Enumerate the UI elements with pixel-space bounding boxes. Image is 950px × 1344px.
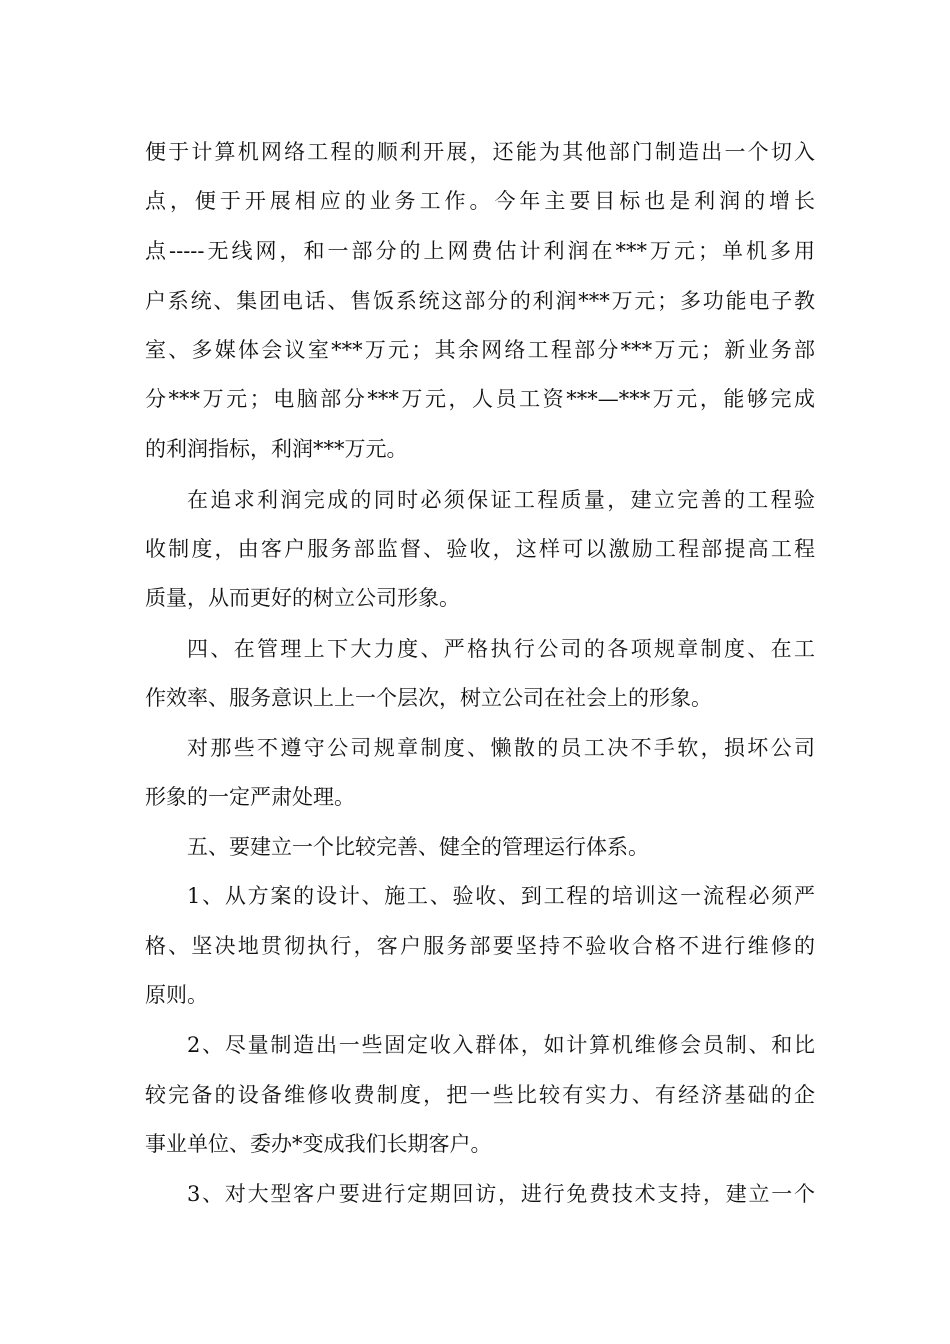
body-text-line: 收制度，由客户服务部监督、验收，这样可以激励工程部提高工程 bbox=[145, 537, 815, 561]
section-heading-line: 四、在管理上下大力度、严格执行公司的各项规章制度、在工 bbox=[187, 637, 815, 661]
body-text-line: 点，便于开展相应的业务工作。今年主要目标也是利润的增长 bbox=[145, 189, 815, 213]
paragraph-first-line: 在追求利润完成的同时必须保证工程质量，建立完善的工程验 bbox=[187, 488, 815, 512]
body-text-line: 作效率、服务意识上上一个层次，树立公司在社会上的形象。 bbox=[145, 686, 712, 710]
body-text-line: 室、多媒体会议室***万元；其余网络工程部分***万元；新业务部 bbox=[145, 338, 815, 362]
body-text-line: 点-----无线网，和一部分的上网费估计利润在***万元；单机多用 bbox=[145, 239, 815, 263]
list-item-first-line: 2、尽量制造出一些固定收入群体，如计算机维修会员制、和比 bbox=[187, 1033, 815, 1057]
list-item-first-line: 3、对大型客户要进行定期回访，进行免费技术支持，建立一个 bbox=[187, 1182, 815, 1206]
list-item-first-line: 1、从方案的设计、施工、验收、到工程的培训这一流程必须严 bbox=[187, 884, 815, 908]
body-text-line: 格、坚决地贯彻执行，客户服务部要坚持不验收合格不进行维修的 bbox=[145, 934, 815, 958]
body-text-line: 较完备的设备维修收费制度，把一些比较有实力、有经济基础的企 bbox=[145, 1083, 815, 1107]
body-text-line: 质量，从而更好的树立公司形象。 bbox=[145, 586, 460, 610]
body-text-line: 户系统、集团电话、售饭系统这部分的利润***万元；多功能电子教 bbox=[145, 289, 815, 313]
body-text-line: 分***万元；电脑部分***万元，人员工资***—***万元，能够完成 bbox=[145, 387, 815, 411]
section-heading-line: 五、要建立一个比较完善、健全的管理运行体系。 bbox=[187, 835, 649, 859]
body-text-line: 事业单位、委办*变成我们长期客户。 bbox=[145, 1132, 492, 1156]
body-text-line: 便于计算机网络工程的顺利开展，还能为其他部门制造出一个切入 bbox=[145, 140, 815, 164]
body-text-line: 原则。 bbox=[145, 983, 208, 1007]
body-text-line: 形象的一定严肃处理。 bbox=[145, 785, 355, 809]
body-text-line: 的利润指标，利润***万元。 bbox=[145, 437, 408, 461]
paragraph-first-line: 对那些不遵守公司规章制度、懒散的员工决不手软，损坏公司 bbox=[187, 736, 815, 760]
